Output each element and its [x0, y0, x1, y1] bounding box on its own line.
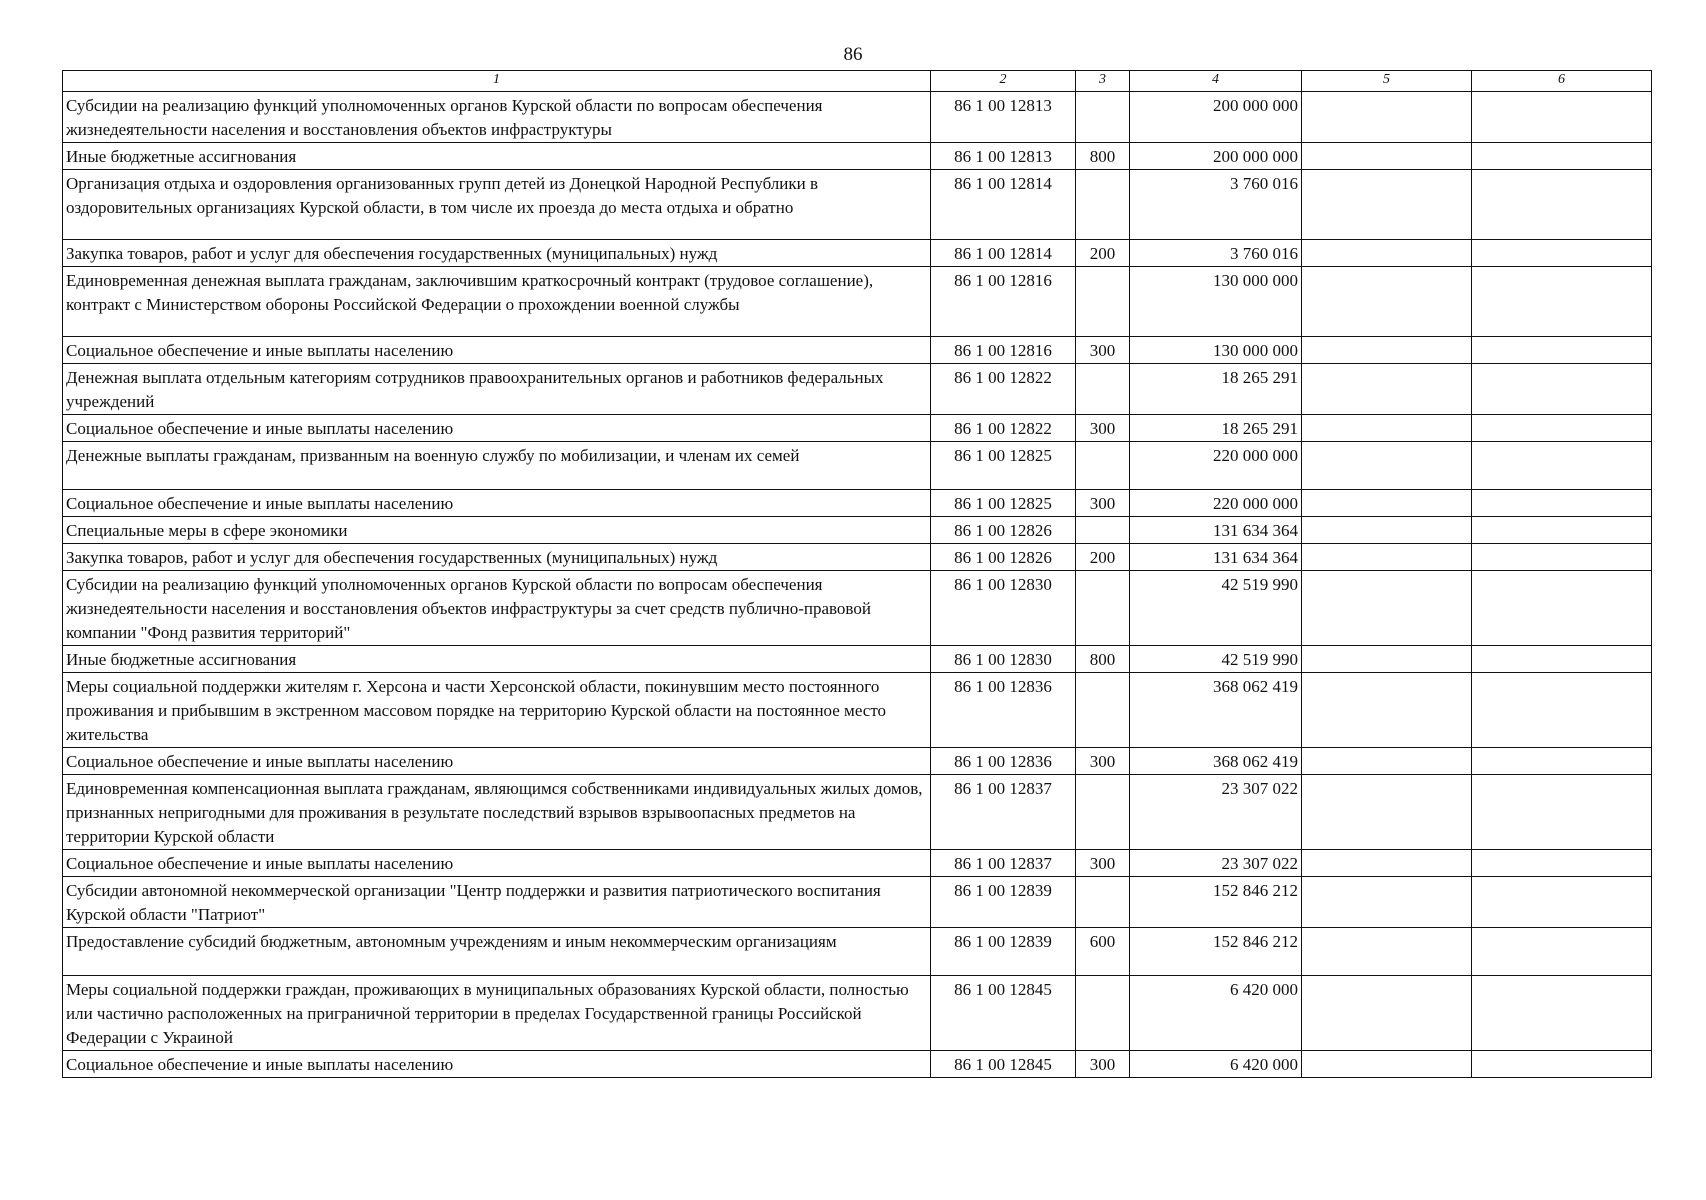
cell-col-6	[1472, 364, 1652, 415]
table-row	[63, 928, 1652, 976]
cell-col-5	[1302, 646, 1472, 673]
cell-amount: 220 000 000	[1130, 442, 1302, 490]
cell-col-5	[1302, 337, 1472, 364]
cell-expense-type	[1076, 92, 1130, 143]
cell-expense-type: 300	[1076, 490, 1130, 517]
cell-target-code: 86 1 00 12845	[931, 1051, 1076, 1078]
cell-target-code: 86 1 00 12830	[931, 646, 1076, 673]
cell-target-code: 86 1 00 12814	[931, 170, 1076, 240]
cell-col-5	[1302, 877, 1472, 928]
table-row	[63, 364, 1652, 415]
table-row	[63, 976, 1652, 1051]
cell-expense-type	[1076, 673, 1130, 748]
cell-expense-type: 600	[1076, 928, 1130, 976]
cell-expense-type	[1076, 877, 1130, 928]
cell-col-5	[1302, 364, 1472, 415]
cell-col-5	[1302, 976, 1472, 1051]
header-col-3: 3	[1076, 71, 1130, 92]
cell-col-6	[1472, 571, 1652, 646]
cell-name: Субсидии на реализацию функций уполномоченных органов Курской области по вопросам обеспечения жизнедеятельности населения и восстановления объектов инфраструктуры	[63, 92, 931, 143]
cell-target-code: 86 1 00 12816	[931, 267, 1076, 337]
table-row	[63, 1051, 1652, 1078]
cell-expense-type: 300	[1076, 415, 1130, 442]
cell-col-6	[1472, 517, 1652, 544]
cell-col-5	[1302, 92, 1472, 143]
cell-amount: 6 420 000	[1130, 1051, 1302, 1078]
cell-expense-type: 300	[1076, 1051, 1130, 1078]
page-number: 86	[843, 44, 863, 65]
cell-col-6	[1472, 976, 1652, 1051]
cell-target-code: 86 1 00 12830	[931, 571, 1076, 646]
cell-col-5	[1302, 571, 1472, 646]
cell-col-6	[1472, 748, 1652, 775]
cell-amount: 42 519 990	[1130, 646, 1302, 673]
table-row	[63, 775, 1652, 850]
cell-target-code: 86 1 00 12826	[931, 544, 1076, 571]
header-col-5: 5	[1302, 71, 1472, 92]
cell-expense-type: 300	[1076, 337, 1130, 364]
table-row	[63, 143, 1652, 170]
cell-col-5	[1302, 267, 1472, 337]
cell-target-code: 86 1 00 12825	[931, 442, 1076, 490]
cell-col-6	[1472, 240, 1652, 267]
cell-amount: 152 846 212	[1130, 928, 1302, 976]
cell-amount: 200 000 000	[1130, 143, 1302, 170]
cell-col-5	[1302, 170, 1472, 240]
cell-col-6	[1472, 143, 1652, 170]
cell-col-6	[1472, 775, 1652, 850]
budget-table	[62, 70, 1652, 1078]
cell-col-5	[1302, 517, 1472, 544]
table-row	[63, 673, 1652, 748]
cell-name: Социальное обеспечение и иные выплаты населению	[63, 1051, 931, 1078]
table-row	[63, 748, 1652, 775]
table-row	[63, 877, 1652, 928]
cell-expense-type	[1076, 364, 1130, 415]
cell-col-5	[1302, 143, 1472, 170]
cell-col-5	[1302, 1051, 1472, 1078]
cell-expense-type: 200	[1076, 240, 1130, 267]
cell-target-code: 86 1 00 12837	[931, 850, 1076, 877]
cell-col-5	[1302, 544, 1472, 571]
cell-amount: 130 000 000	[1130, 337, 1302, 364]
cell-target-code: 86 1 00 12814	[931, 240, 1076, 267]
cell-col-6	[1472, 544, 1652, 571]
cell-expense-type	[1076, 976, 1130, 1051]
cell-name: Предоставление субсидий бюджетным, автономным учреждениям и иным некоммерческим организациям	[63, 928, 931, 976]
cell-expense-type	[1076, 571, 1130, 646]
cell-name: Единовременная денежная выплата гражданам, заключившим краткосрочный контракт (трудовое соглашение), контракт с Министерством обороны Российской Федерации о прохождении военной службы	[63, 267, 931, 337]
cell-col-6	[1472, 92, 1652, 143]
cell-col-6	[1472, 170, 1652, 240]
cell-col-6	[1472, 850, 1652, 877]
cell-name: Меры социальной поддержки граждан, проживающих в муниципальных образованиях Курской области, полностью или частично расположенных на приграничной территории в пределах Государственной границы Российской Федерации с Украиной	[63, 976, 931, 1051]
table-row	[63, 442, 1652, 490]
cell-target-code: 86 1 00 12813	[931, 143, 1076, 170]
cell-col-5	[1302, 490, 1472, 517]
table-row	[63, 571, 1652, 646]
cell-expense-type: 200	[1076, 544, 1130, 571]
cell-name: Субсидии на реализацию функций уполномоченных органов Курской области по вопросам обеспечения жизнедеятельности населения и восстановления объектов инфраструктуры за счет средств публично-правовой компании "Фонд развития территорий"	[63, 571, 931, 646]
cell-col-6	[1472, 1051, 1652, 1078]
cell-target-code: 86 1 00 12822	[931, 415, 1076, 442]
cell-amount: 200 000 000	[1130, 92, 1302, 143]
cell-col-5	[1302, 928, 1472, 976]
cell-target-code: 86 1 00 12813	[931, 92, 1076, 143]
cell-name: Иные бюджетные ассигнования	[63, 646, 931, 673]
cell-expense-type: 300	[1076, 748, 1130, 775]
cell-col-5	[1302, 240, 1472, 267]
cell-col-5	[1302, 415, 1472, 442]
table-row	[63, 544, 1652, 571]
cell-name: Социальное обеспечение и иные выплаты населению	[63, 748, 931, 775]
cell-target-code: 86 1 00 12825	[931, 490, 1076, 517]
table-row	[63, 240, 1652, 267]
cell-name: Меры социальной поддержки жителям г. Херсона и части Херсонской области, покинувшим место постоянного проживания и прибывшим в экстренном массовом порядке на территорию Курской области на постоянное место жительства	[63, 673, 931, 748]
cell-col-5	[1302, 748, 1472, 775]
cell-target-code: 86 1 00 12836	[931, 673, 1076, 748]
cell-name: Единовременная компенсационная выплата гражданам, являющимся собственниками индивидуальных жилых домов, признанных непригодными для проживания в результате последствий взрывов взрывоопасных предметов на территории Курской области	[63, 775, 931, 850]
cell-expense-type	[1076, 170, 1130, 240]
cell-expense-type	[1076, 442, 1130, 490]
table-row	[63, 92, 1652, 143]
cell-name: Субсидии автономной некоммерческой организации "Центр поддержки и развития патриотического воспитания Курской области "Патриот"	[63, 877, 931, 928]
cell-amount: 23 307 022	[1130, 775, 1302, 850]
cell-target-code: 86 1 00 12837	[931, 775, 1076, 850]
cell-name: Денежная выплата отдельным категориям сотрудников правоохранительных органов и работников федеральных учреждений	[63, 364, 931, 415]
header-row	[63, 71, 1652, 92]
header-col-6: 6	[1472, 71, 1652, 92]
cell-col-6	[1472, 337, 1652, 364]
cell-amount: 130 000 000	[1130, 267, 1302, 337]
table-row	[63, 337, 1652, 364]
table-row	[63, 267, 1652, 337]
cell-amount: 131 634 364	[1130, 517, 1302, 544]
cell-name: Закупка товаров, работ и услуг для обеспечения государственных (муниципальных) нужд	[63, 240, 931, 267]
table-row	[63, 490, 1652, 517]
cell-amount: 23 307 022	[1130, 850, 1302, 877]
cell-amount: 6 420 000	[1130, 976, 1302, 1051]
cell-col-5	[1302, 850, 1472, 877]
cell-col-5	[1302, 673, 1472, 748]
cell-name: Социальное обеспечение и иные выплаты населению	[63, 490, 931, 517]
cell-name: Социальное обеспечение и иные выплаты населению	[63, 337, 931, 364]
cell-target-code: 86 1 00 12845	[931, 976, 1076, 1051]
cell-col-5	[1302, 442, 1472, 490]
cell-amount: 42 519 990	[1130, 571, 1302, 646]
cell-target-code: 86 1 00 12826	[931, 517, 1076, 544]
cell-target-code: 86 1 00 12822	[931, 364, 1076, 415]
cell-amount: 18 265 291	[1130, 415, 1302, 442]
cell-name: Иные бюджетные ассигнования	[63, 143, 931, 170]
cell-expense-type: 800	[1076, 143, 1130, 170]
cell-name: Социальное обеспечение и иные выплаты населению	[63, 850, 931, 877]
cell-amount: 152 846 212	[1130, 877, 1302, 928]
cell-name: Денежные выплаты гражданам, призванным на военную службу по мобилизации, и членам их семей	[63, 442, 931, 490]
cell-expense-type	[1076, 517, 1130, 544]
cell-col-6	[1472, 442, 1652, 490]
cell-amount: 18 265 291	[1130, 364, 1302, 415]
cell-name: Закупка товаров, работ и услуг для обеспечения государственных (муниципальных) нужд	[63, 544, 931, 571]
cell-col-6	[1472, 646, 1652, 673]
cell-amount: 131 634 364	[1130, 544, 1302, 571]
cell-expense-type	[1076, 775, 1130, 850]
cell-amount: 3 760 016	[1130, 170, 1302, 240]
table-row	[63, 415, 1652, 442]
cell-expense-type	[1076, 267, 1130, 337]
cell-target-code: 86 1 00 12839	[931, 928, 1076, 976]
cell-col-6	[1472, 673, 1652, 748]
cell-col-6	[1472, 415, 1652, 442]
table-row	[63, 170, 1652, 240]
cell-expense-type: 300	[1076, 850, 1130, 877]
cell-target-code: 86 1 00 12839	[931, 877, 1076, 928]
cell-col-6	[1472, 267, 1652, 337]
cell-expense-type: 800	[1076, 646, 1130, 673]
cell-target-code: 86 1 00 12816	[931, 337, 1076, 364]
cell-name: Организация отдыха и оздоровления организованных групп детей из Донецкой Народной Республики в оздоровительных организациях Курской области, в том числе их проезда до места отдыха и обратно	[63, 170, 931, 240]
cell-col-6	[1472, 877, 1652, 928]
table-row	[63, 850, 1652, 877]
table-row	[63, 646, 1652, 673]
cell-col-6	[1472, 490, 1652, 517]
cell-col-5	[1302, 775, 1472, 850]
header-col-4: 4	[1130, 71, 1302, 92]
cell-name: Социальное обеспечение и иные выплаты населению	[63, 415, 931, 442]
cell-amount: 3 760 016	[1130, 240, 1302, 267]
cell-name: Специальные меры в сфере экономики	[63, 517, 931, 544]
cell-target-code: 86 1 00 12836	[931, 748, 1076, 775]
cell-amount: 368 062 419	[1130, 748, 1302, 775]
header-col-1: 1	[63, 71, 931, 92]
cell-amount: 368 062 419	[1130, 673, 1302, 748]
cell-col-6	[1472, 928, 1652, 976]
cell-amount: 220 000 000	[1130, 490, 1302, 517]
header-col-2: 2	[931, 71, 1076, 92]
table-row	[63, 517, 1652, 544]
